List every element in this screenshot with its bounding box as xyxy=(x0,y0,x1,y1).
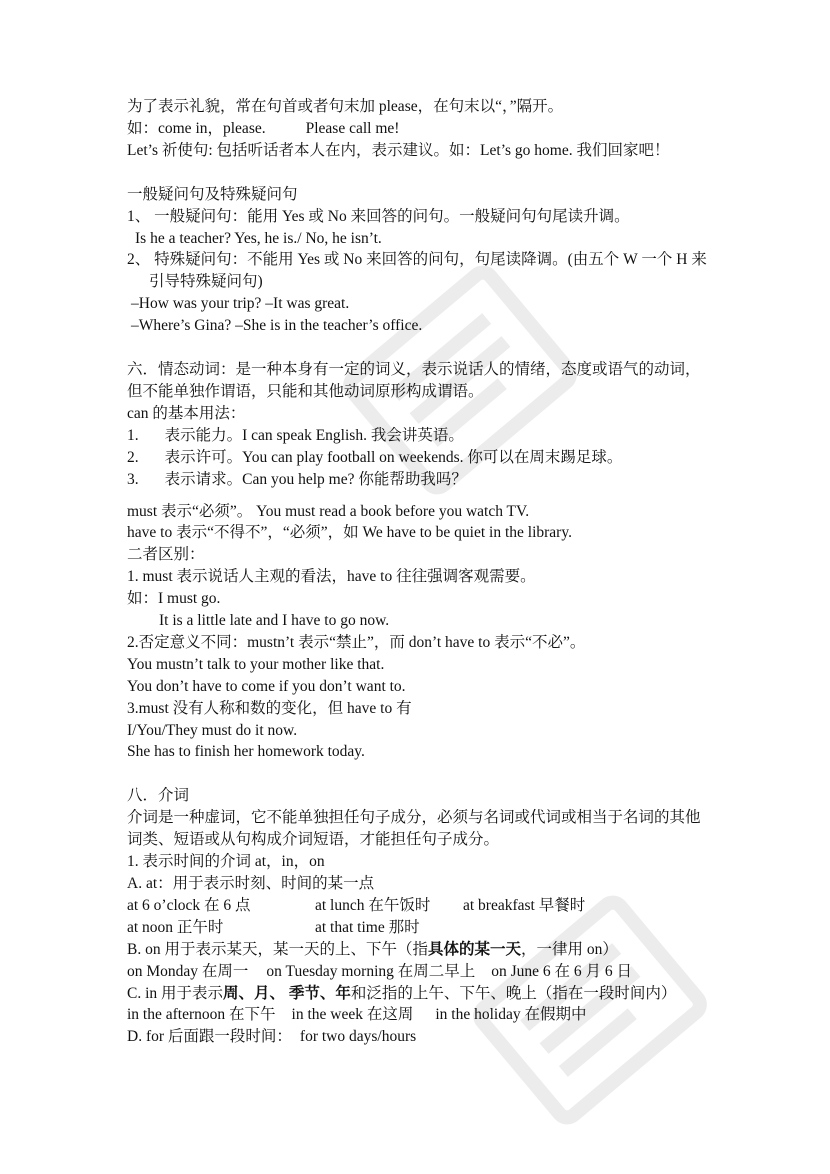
questions-heading: 一般疑问句及特殊疑问句 xyxy=(127,185,298,203)
at-example-3: at breakfast 早餐时 xyxy=(463,896,586,914)
can-item-3-number: 3. xyxy=(127,470,139,488)
questions-example-3: –Where’s Gina? –She is in the teacher’s office. xyxy=(131,317,423,335)
at-example-4: at noon 正午时 xyxy=(127,918,224,936)
in-example-3: in the holiday 在假期中 xyxy=(435,1006,587,1024)
on-example-3: on June 6 在 6 月 6 日 xyxy=(491,962,633,980)
lets-line: Let’s 祈使句: 包括听话者本人在内，表示建议。如：Let’s go home. 我们回家吧！ xyxy=(127,141,670,159)
must-line: must 表示“必须”。 You must read a book before you watch TV. xyxy=(127,502,530,520)
can-item-3 xyxy=(127,469,713,491)
on-example-1: on Monday 在周一 xyxy=(127,962,249,980)
prep-at-title: A. at：用于表示时刻、时间的某一点 xyxy=(127,875,375,892)
questions-item-2: 2、 特殊疑问句：不能用 Yes 或 No 来回答的问句，句尾读降调。(由五个 W 一个 H 来引导特殊疑问句) xyxy=(127,251,707,291)
at-example-5: at that time 那时 xyxy=(315,918,420,936)
can-item-2-text: 表示许可。You can play football on weekends. 你可以在周末踢足球。 xyxy=(164,448,623,466)
can-item-3-text: 表示请求。Can you help me? 你能帮助我吗？ xyxy=(164,470,467,488)
polite-example xyxy=(127,118,713,140)
for-example: for two days/hours xyxy=(299,1028,417,1046)
difference-title: 二者区别： xyxy=(127,546,205,564)
prep-on-examples xyxy=(127,961,713,983)
on-title-bold: 具体的某一天 xyxy=(427,940,521,958)
questions-example-2: –How was your trip? –It was great. xyxy=(131,295,350,313)
can-item-1 xyxy=(127,425,713,447)
at-example-2: at lunch 在午饭时 xyxy=(315,896,431,914)
have-to-line: have to 表示“不得不”，“必须”，如 We have to be quiet in the library. xyxy=(127,524,572,542)
in-example-1: in the afternoon 在下午 xyxy=(127,1006,276,1024)
for-title: D. for 后面跟一段时间： xyxy=(127,1028,292,1046)
questions-example-1: Is he a teacher? Yes, he is./ No, he isn’t. xyxy=(135,229,382,247)
example-has-to: She has to finish her homework today. xyxy=(127,743,365,761)
prep-heading: 八．介词 xyxy=(127,787,190,805)
difference-1: 1. must 表示说话人主观的看法，have to 往往强调客观需要。 xyxy=(127,568,536,586)
example-must-go: 如：I must go. xyxy=(127,590,221,608)
polite-line-1: 为了表示礼貌，常在句首或者句末加 please，在句末以“，”隔开。 xyxy=(127,98,564,115)
can-item-2 xyxy=(127,447,713,469)
modal-heading: 六．情态动词：是一种本身有一定的词义，表示说话人的情绪，态度或语气的动词，但不能单独作谓语，只能和其他动词原形构成谓语。 xyxy=(127,361,701,400)
in-example-2: in the week 在这周 xyxy=(291,1006,414,1024)
difference-2: 2.否定意义不同：mustn’t 表示“禁止”，而 don’t have to 表示“不必”。 xyxy=(127,633,586,651)
prep-time-title: 1. 表示时间的介词 at，in，on xyxy=(127,853,325,871)
can-title: can 的基本用法： xyxy=(127,404,246,422)
example-have-to-go: It is a little late and I have to go now. xyxy=(159,612,390,630)
example-mustnt: You mustn’t talk to your mother like that. xyxy=(127,655,385,673)
example-must-do: I/You/They must do it now. xyxy=(127,721,298,739)
difference-3: 3.must 没有人称和数的变化，但 have to 有 xyxy=(127,699,412,717)
at-example-1: at 6 o’clock 在 6 点 xyxy=(127,896,251,914)
example-dont-have-to: You don’t have to come if you don’t want to. xyxy=(127,677,406,695)
prep-for-line xyxy=(127,1026,713,1048)
on-title-part-2: ，一律用 on） xyxy=(520,940,618,958)
in-title-part-2: 和泛指的上午、下午、晚上（指在一段时间内） xyxy=(350,984,677,1002)
polite-example-b: Please call me! xyxy=(305,119,400,137)
polite-example-a: 如：come in，please. xyxy=(127,119,266,137)
can-item-1-text: 表示能力。I can speak English. 我会讲英语。 xyxy=(164,426,464,444)
in-title-bold: 周、月、 季节、年 xyxy=(223,984,351,1002)
prep-at-examples-2 xyxy=(127,917,713,939)
can-item-1-number: 1. xyxy=(127,426,139,444)
can-item-2-number: 2. xyxy=(127,448,139,466)
prep-in-examples xyxy=(127,1004,713,1026)
on-example-2: on Tuesday morning 在周二早上 xyxy=(266,962,476,980)
questions-item-1: 1、 一般疑问句：能用 Yes 或 No 来回答的问句。一般疑问句句尾读升调。 xyxy=(127,207,630,225)
on-title-part-1: B. on 用于表示某天，某一天的上、下午（指 xyxy=(127,940,428,958)
prep-intro: 介词是一种虚词，它不能单独担任句子成分，必须与名词或代词或相当于名词的其他词类、短语或从句构成介词短语，才能担任句子成分。 xyxy=(127,809,701,849)
prep-at-examples-1 xyxy=(127,895,713,917)
prep-in-title xyxy=(127,983,713,1005)
in-title-part-1: C. in 用于表示 xyxy=(127,984,224,1002)
prep-on-title xyxy=(127,939,713,961)
document-page xyxy=(127,96,713,1048)
